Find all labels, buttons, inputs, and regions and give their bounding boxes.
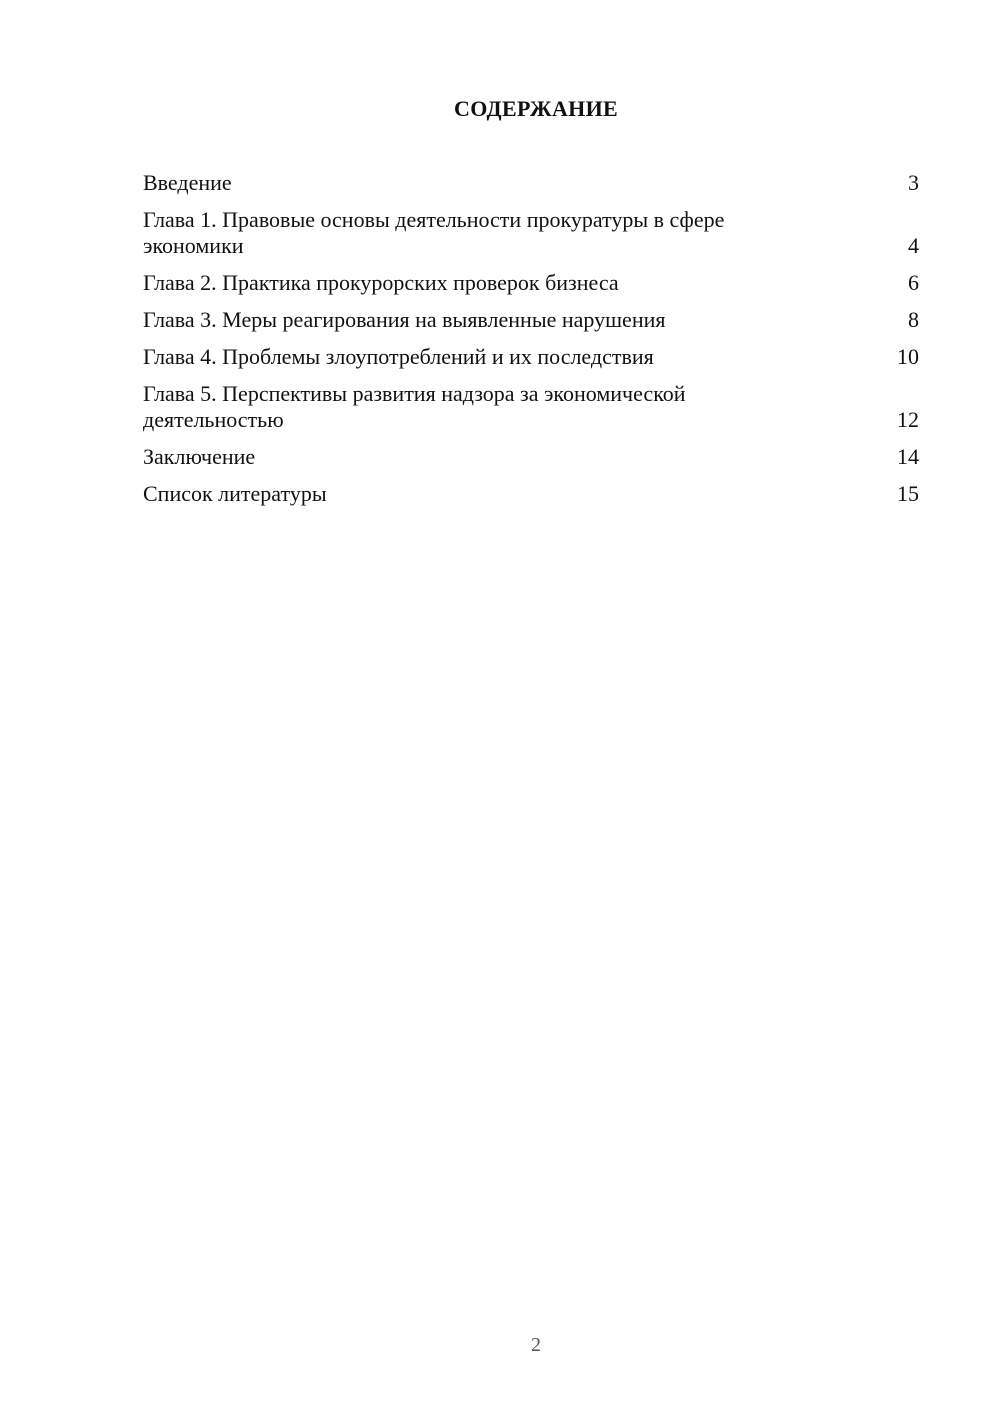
toc-entry-label: Заключение xyxy=(143,444,256,469)
toc-entry-chapter-1 xyxy=(143,207,919,259)
toc-entry-page: 12 xyxy=(897,407,919,432)
toc-entry-label: Введение xyxy=(143,170,232,195)
toc-entry-page: 3 xyxy=(908,170,919,195)
toc-entry-page: 15 xyxy=(897,481,919,506)
page-title: СОДЕРЖАНИЕ xyxy=(454,96,618,121)
toc-entry-page: 4 xyxy=(908,233,919,258)
toc-entry-conclusion xyxy=(143,444,919,470)
toc-entry-page: 14 xyxy=(897,444,919,469)
toc-entry-page: 8 xyxy=(908,307,919,332)
toc-entry-chapter-3 xyxy=(143,307,919,333)
toc-entry-chapter-4 xyxy=(143,344,919,370)
toc-entry-label: Глава 5. Перспективы развития надзора за экономической деятельностью xyxy=(143,381,686,432)
page-number: 2 xyxy=(531,1334,541,1356)
toc-entry-label: Список литературы xyxy=(143,481,327,506)
toc-entry-label: Глава 1. Правовые основы деятельности прокуратуры в сфере экономики xyxy=(143,207,725,258)
toc-entry-introduction xyxy=(143,170,919,196)
toc-entry-chapter-5 xyxy=(143,381,919,433)
toc-entry-label: Глава 4. Проблемы злоупотреблений и их последствия xyxy=(143,344,654,369)
toc-entry-bibliography xyxy=(143,481,919,507)
toc-entry-chapter-2 xyxy=(143,270,919,296)
toc-entry-label: Глава 3. Меры реагирования на выявленные нарушения xyxy=(143,307,666,332)
table-of-contents xyxy=(143,170,919,518)
toc-entry-page: 10 xyxy=(897,344,919,369)
toc-entry-page: 6 xyxy=(908,270,919,295)
toc-entry-label: Глава 2. Практика прокурорских проверок бизнеса xyxy=(143,270,619,295)
